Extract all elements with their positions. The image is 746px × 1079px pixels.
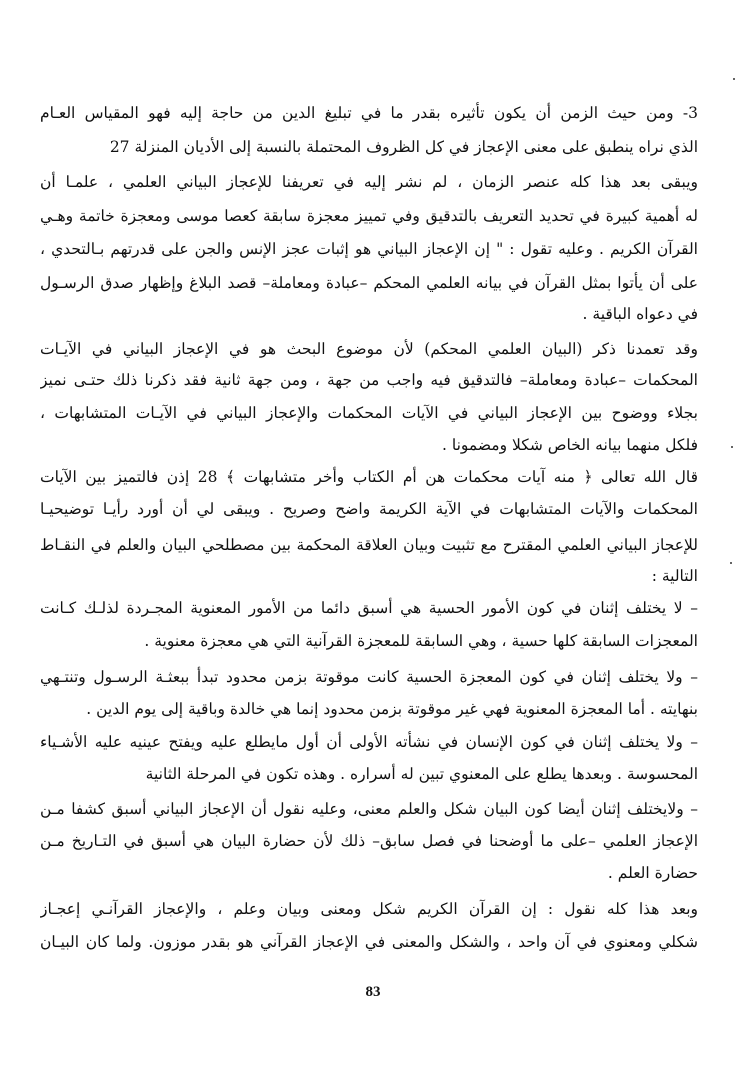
text-line: المحكمات –عبادة ومعاملة– فالتدقيق فيه واجب من جهة ، ومن جهة ثانية فقد ذكرنا ذلك حتـى نميز xyxy=(40,371,698,389)
bullet-line: حضارة العلم . xyxy=(607,864,698,882)
bullet-line: المحسوسة . وبعدها يطلع على المعنوي تبين له أسراره . وهذه تكون في المرحلة الثانية xyxy=(145,765,698,783)
bullet-line: – لا يختلف إثنان في كون الأمور الحسية هي أسبق دائما من الأمور المعنوية المجـردة لذلـك كـانت xyxy=(40,599,698,617)
text-line: وقد تعمدنا ذكر (البيان العلمي المحكم) لأن موضوع البحث هو في الإعجاز البياني في الآيـات xyxy=(40,340,698,358)
bullet-line: – ولا يختلف إثنان في كون الإنسان في نشأته الأولى أن أول مايطلع عليه ويفتح عينيه عليه الأشـياء xyxy=(40,733,698,751)
scan-speck xyxy=(730,562,732,564)
bullet-line: الإعجاز العلمي –على ما أوضحنا في فصل سابق– ذلك لأن حضارة البيان هي أسبق في التـاريخ مـن xyxy=(40,832,698,850)
text-line: 3- ومن حيث الزمن أن يكون تأثيره بقدر ما في تبليغ الدين من حاجة إليه فهو المقياس العـام xyxy=(40,104,698,122)
bullet-line: – ولايختلف إثنان أيضا كون البيان شكل والعلم معنى، وعليه نقول أن الإعجاز البياني أسبق كشفا مـن xyxy=(40,800,698,818)
text-line: المحكمات والآيات المتشابهات في الآية الكريمة واضح وصريح . ويبقى لي أن أورد رأيـا توضيحيـا xyxy=(40,500,698,518)
text-line: بجلاء ووضوح بين الإعجاز البياني في الآيات المحكمات والإعجاز البياني في الآيـات المتشابهات ، xyxy=(40,404,698,422)
bullet-line: – ولا يختلف إثنان في كون المعجزة الحسية كانت موقوتة بزمن محدود تبدأ ببعثـة الرسـول وتنتـهي xyxy=(40,668,698,686)
text-line: قال الله تعالى ﴿ منه آيات محكمات هن أم الكتاب وأخر متشابهات ﴾ 28 إذن فالتميز بين الآيات xyxy=(40,468,698,486)
text-line: في دعواه الباقية . xyxy=(582,305,698,323)
text-line: التالية : xyxy=(651,567,698,585)
bullet-line: بنهايته . أما المعجزة المعنوية فهي غير موقوتة بزمن محدود إنما هي خالدة وباقية إلى يوم الدين . xyxy=(86,700,698,718)
scan-speck xyxy=(733,78,735,80)
text-line: للإعجاز البياني العلمي المقترح مع تثبيت وبيان العلاقة المحكمة بين مصطلحي البيان والعلم في النقـاط xyxy=(40,536,698,554)
text-line: شكلي ومعنوي في آن واحد ، والشكل والمعنى في الإعجاز القرآني هو بقدر موزون. ولما كان البيـان xyxy=(40,933,698,951)
text-line: الذي نراه ينطبق على معنى الإعجاز في كل الظروف المحتملة بالنسبة إلى الأديان المنزلة 27 xyxy=(109,138,698,156)
page-number: 83 xyxy=(365,984,381,1000)
text-line: وبعد هذا كله نقول : إن القرآن الكريم شكل ومعنى وبيان وعلم ، والإعجاز القرآنـي إعجـاز xyxy=(40,900,698,918)
text-line: له أهمية كبيرة في تحديد التعريف بالتدقيق وفي تمييز معجزة سابقة كعصا موسى ومعجزة خاتمة وهـي xyxy=(40,207,698,225)
scan-speck xyxy=(731,446,733,448)
text-line: فلكل منهما بيانه الخاص شكلا ومضمونا . xyxy=(442,436,698,454)
text-line: القرآن الكريم . وعليه تقول : " إن الإعجاز البياني هو إثبات عجز الإنس والجن على قدرتهم بـالتحدي ، xyxy=(40,240,698,258)
text-line: ويبقى بعد هذا كله عنصر الزمان ، لم نشر إليه في تعريفنا للإعجاز البياني العلمي ، علمـا أن xyxy=(40,173,698,191)
bullet-line: المعجزات السابقة كلها حسية ، وهي السابقة للمعجزة القرآنية التي هي معجزة معنوية . xyxy=(144,632,698,650)
text-line: على أن يأتوا بمثل القرآن في بيانه العلمي المحكم –عبادة ومعاملة– قصد البلاغ وإظهار صدق الرسـول xyxy=(40,274,698,292)
